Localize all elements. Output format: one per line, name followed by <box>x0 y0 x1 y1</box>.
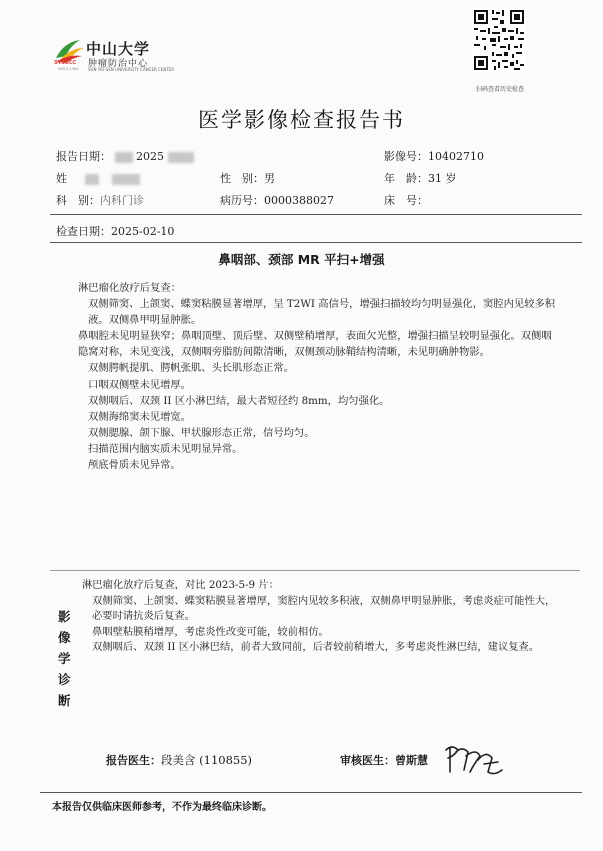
diagnosis-line: 淋巴瘤化放疗后复查，对比 2023-5-9 片： <box>82 579 279 591</box>
reporter-field <box>106 752 252 768</box>
diagnosis-label-char: 诊 <box>58 672 71 687</box>
logo-tag-text: SINCE 1964 <box>58 67 79 71</box>
hospital-subname: 肿瘤防治中心 <box>88 59 149 69</box>
qr-caption: 扫码查看历史检查 <box>475 86 524 93</box>
exam-date-field <box>56 223 174 239</box>
redacted-block <box>115 152 133 163</box>
findings-line: 双侧腮腺、颌下腺、甲状腺形态正常，信号均匀。 <box>88 426 315 439</box>
report-date-value: 2025 <box>136 150 164 163</box>
name-field <box>56 170 140 186</box>
record-label: 病历号： <box>220 194 264 207</box>
diagnosis-line: 双侧筛窦、上颌窦、蝶窦粘膜显著增厚，窦腔内见较多积液，双侧鼻甲明显肿胀，考虑炎症可能性大，必要时请抗炎后复查。 <box>92 594 556 622</box>
findings-line: 鼻咽腔未见明显狭窄；鼻咽顶壁、顶后壁、双侧壁稍增厚，表面欠光整，增强扫描呈较明显强化。双侧咽隐窝对称，未见变浅，双侧咽旁脂肪间隙清晰，双侧颈动脉鞘结构清晰，未见明确肿物影。 <box>78 330 552 359</box>
findings-line: 扫描范围内脑实质未见明显异常。 <box>88 442 243 455</box>
findings-line: 双侧海绵窦未见增宽。 <box>88 410 191 423</box>
dept-field <box>56 192 144 208</box>
diagnosis-line: 双侧咽后、双颈 II 区小淋巴结，前者大致同前，后者较前稍增大，多考虑炎性淋巴结，建议复查。 <box>92 641 540 653</box>
age-value: 31 岁 <box>428 172 457 185</box>
bed-label: 床 号： <box>384 194 428 207</box>
reporter-value: 段美含 (110855) <box>161 753 253 767</box>
gender-field <box>220 170 275 186</box>
report-date-field <box>56 148 194 164</box>
diagnosis-label-char: 学 <box>58 651 71 666</box>
redacted-block <box>168 152 194 163</box>
redacted-block <box>85 174 99 185</box>
divider <box>50 214 582 215</box>
age-field <box>384 170 457 186</box>
findings-line: 口咽双侧壁未见增厚。 <box>88 378 191 391</box>
findings-line: 双侧筛窦、上颌窦、蝶窦粘膜显著增厚，呈 T2WI 高信号，增强扫描较均匀明显强化，窦腔内见较多积液。双侧鼻甲明显肿胀。 <box>88 298 556 327</box>
reporter-label: 报告医生： <box>106 754 161 767</box>
bed-field <box>384 192 428 208</box>
exam-date-label: 检查日期： <box>56 225 111 238</box>
report-title: 医学影像检查报告书 <box>198 108 405 132</box>
gender-value: 男 <box>264 172 275 185</box>
dept-label: 科 别： <box>56 194 100 207</box>
findings-line: 双侧腭帆提肌、腭帆张肌、头长肌形态正常。 <box>88 362 294 375</box>
image-no-label: 影像号： <box>384 150 428 163</box>
exam-title: 鼻咽部、颈部 MR 平扫+增强 <box>218 252 385 267</box>
divider <box>40 792 582 793</box>
diagnosis-label-char: 像 <box>58 630 71 645</box>
logo-brand-text: SYSUCC <box>54 60 77 66</box>
name-label: 姓 <box>56 172 67 185</box>
diagnosis-label <box>58 606 74 711</box>
diagnosis-label-char: 断 <box>58 693 71 708</box>
gender-label: 性 别： <box>220 172 264 185</box>
report-date-label: 报告日期： <box>56 150 111 163</box>
findings-line: 颅底骨质未见异常。 <box>88 459 181 472</box>
reviewer-value: 曾斯慧 <box>395 754 428 767</box>
record-field <box>220 192 334 208</box>
image-no-field <box>384 148 484 164</box>
findings-line: 双侧咽后、双颈 II 区小淋巴结，最大者短径约 8mm，均匀强化。 <box>88 394 390 407</box>
diagnosis-line: 鼻咽壁粘膜稍增厚，考虑炎性改变可能，较前相仿。 <box>92 625 329 638</box>
reviewer-label: 审核医生： <box>340 754 395 767</box>
diagnosis-text <box>82 578 562 656</box>
disclaimer: 本报告仅供临床医师参考，不作为最终临床诊断。 <box>52 802 272 813</box>
image-no-value: 10402710 <box>428 150 484 163</box>
age-label: 年 龄： <box>384 172 428 185</box>
dept-value: 内科门诊 <box>100 194 144 207</box>
findings-line: 淋巴瘤化放疗后复查： <box>78 282 181 294</box>
handwritten-signature <box>442 742 508 782</box>
hospital-name: 中山大学 <box>86 40 151 58</box>
hospital-name-en: SUN YAT-SEN UNIVERSITY CANCER CENTER <box>88 67 175 72</box>
exam-date-value: 2025-02-10 <box>111 225 175 238</box>
findings-section <box>78 280 558 473</box>
reviewer-field <box>340 752 428 768</box>
record-value: 0000388027 <box>264 194 334 207</box>
hospital-logo <box>54 38 175 78</box>
redacted-block <box>112 174 140 185</box>
diagnosis-label-char: 影 <box>58 609 71 624</box>
divider <box>50 242 582 243</box>
qr-code-icon[interactable] <box>472 8 526 72</box>
